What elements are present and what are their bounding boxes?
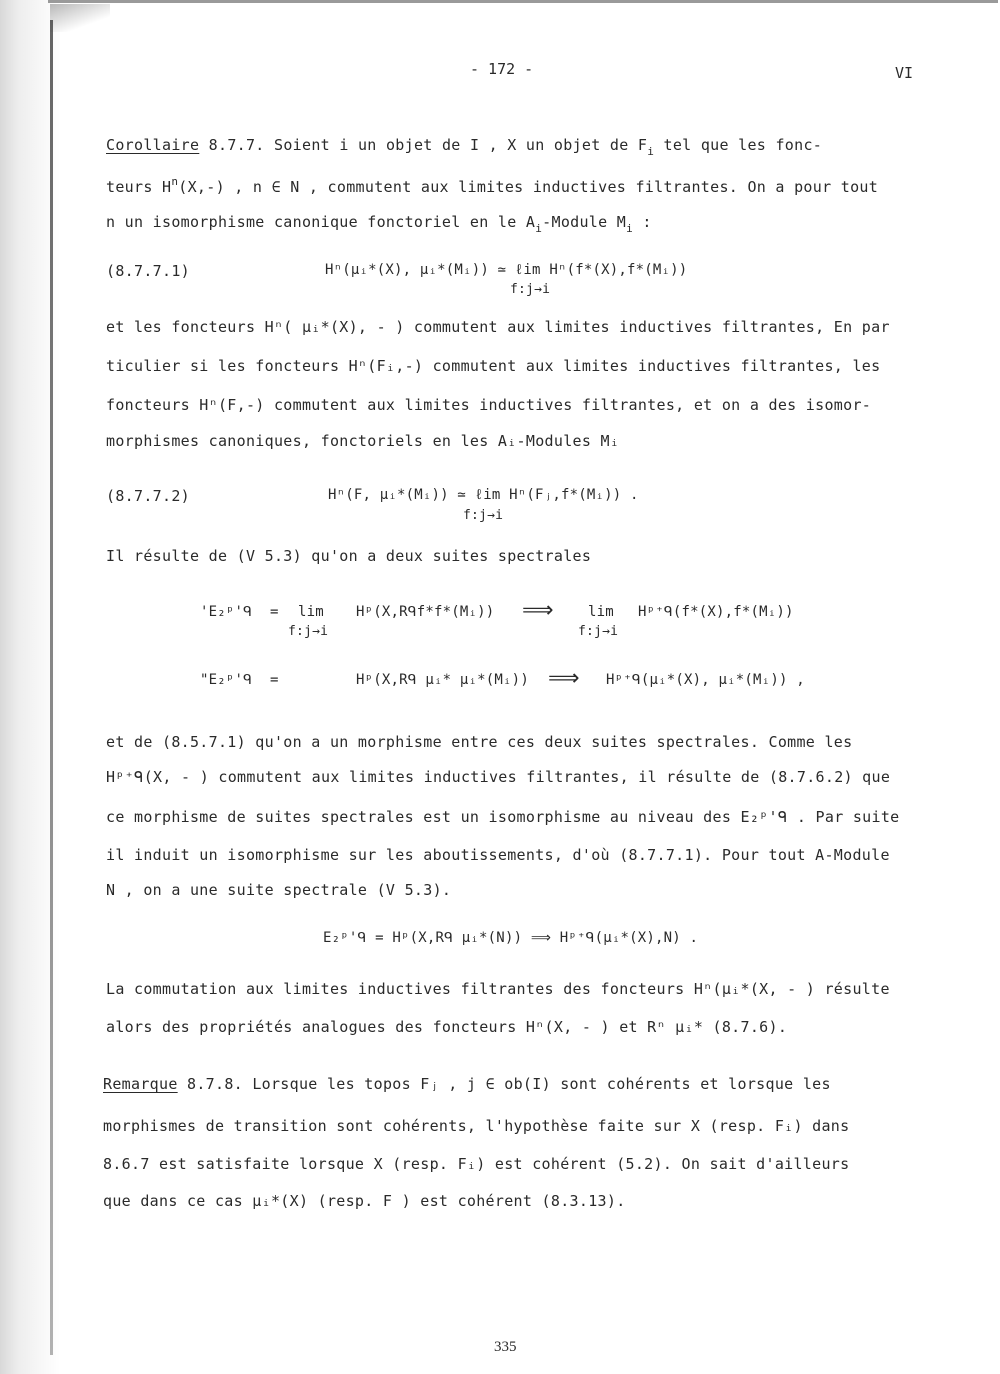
equation-label-1: (8.7.7.1) <box>106 262 190 280</box>
scan-top-border <box>48 0 998 3</box>
corollary-text-2: teurs H <box>106 178 172 196</box>
binding-margin-line <box>50 20 53 1355</box>
para2-line-1: et les foncteurs Hⁿ( μᵢ*(X), - ) commutent aux limites inductives filtrantes, En par <box>106 318 890 336</box>
equation-label-2: (8.7.7.2) <box>106 487 190 505</box>
corollary-text-1-end: tel que les fonc- <box>654 136 823 154</box>
spectral1-index2: f:j→i <box>578 624 619 639</box>
para4-line-3: ce morphisme de suites spectrales est un isomorphisme au niveau des E₂ᵖ'ᑫ . Par suite <box>106 808 900 826</box>
chapter-number: VI <box>895 64 914 82</box>
para4-line-1: et de (8.5.7.1) qu'on a un morphisme entre ces deux suites spectrales. Comme les <box>106 733 853 751</box>
para2-line-3: foncteurs Hⁿ(F,-) commutent aux limites inductives filtrantes, et on a des isomor- <box>106 396 872 414</box>
para3: Il résulte de (V 5.3) qu'on a deux suites spectrales <box>106 547 592 565</box>
remark-line-2: morphismes de transition sont cohérents, l'hypothèse faite sur X (resp. Fᵢ) dans <box>103 1117 850 1135</box>
scan-corner-fold <box>50 4 110 32</box>
corollary-line-3 <box>106 213 652 235</box>
corollary-text-3-end: : <box>633 213 652 231</box>
remark-label: Remarque <box>103 1075 178 1093</box>
remark-line-4: que dans ce cas μᵢ*(X) (resp. F ) est cohérent (8.3.13). <box>103 1192 626 1210</box>
equation-formula-2: Hⁿ(F, μᵢ*(Mᵢ)) ≃ ℓim Hⁿ(Fⱼ,f*(Mᵢ)) . <box>328 487 639 503</box>
remark-line-3: 8.6.7 est satisfaite lorsque X (resp. Fᵢ) est cohérent (5.2). On sait d'ailleurs <box>103 1155 850 1173</box>
corollary-sub-3: i <box>535 222 543 235</box>
equation-index-2: f:j→i <box>463 508 504 523</box>
spectral1-mid: Hᵖ(X,Rᑫf*f*(Mᵢ)) <box>356 604 495 620</box>
para2-line-2: ticulier si les foncteurs Hⁿ(Fᵢ,-) commutent aux limites inductives filtrantes, les <box>106 357 881 375</box>
para5-line-1: La commutation aux limites inductives filtrantes des foncteurs Hⁿ(μᵢ*(X, - ) résulte <box>106 980 890 998</box>
corollary-sup-2: n <box>171 175 179 188</box>
corollary-text-3-mid: -Module M <box>542 213 627 231</box>
spectral1-eq: = <box>270 604 279 620</box>
equation-index-1: f:j→i <box>510 282 551 297</box>
folio-number: 335 <box>494 1339 517 1355</box>
corollary-sub-1: i <box>647 145 655 158</box>
corollary-number: 8.7.7. <box>208 136 265 154</box>
spectral2-rhs: Hᵖ⁺ᑫ(μᵢ*(X), μᵢ*(Mᵢ)) , <box>606 672 805 688</box>
remark-line-1 <box>103 1075 831 1093</box>
spectral2-mid: Hᵖ(X,Rᑫ μᵢ* μᵢ*(Mᵢ)) <box>356 672 529 688</box>
para4-line-5: N , on a une suite spectrale (V 5.3). <box>106 881 452 899</box>
para2-line-4: morphismes canoniques, fonctoriels en les Aᵢ-Modules Mᵢ <box>106 432 620 450</box>
spectral2-lhs: "E₂ᵖ'ᑫ <box>200 672 253 688</box>
corollary-text-1: Soient i un objet de I , X un objet de F <box>274 136 648 154</box>
spectral2-arrow: ⟹ <box>548 666 580 691</box>
para4-line-2: Hᵖ⁺ᑫ(X, - ) commutent aux limites inductives filtrantes, il résulte de (8.7.6.2) que <box>106 768 891 786</box>
spectral1-lhs: 'E₂ᵖ'ᑫ <box>200 604 253 620</box>
spectral1-rhs: Hᵖ⁺ᑫ(f*(X),f*(Mᵢ)) <box>638 604 794 620</box>
spectral1-index: f:j→i <box>288 624 329 639</box>
para5-line-2: alors des propriétés analogues des foncteurs Hⁿ(X, - ) et Rⁿ μᵢ* (8.7.6). <box>106 1018 788 1036</box>
corollary-label: Corollaire <box>106 136 200 154</box>
corollary-sub-3b: i <box>626 222 634 235</box>
spectral1-lim2: lim <box>588 604 614 620</box>
corollary-line-2 <box>106 175 878 196</box>
spectral1-arrow: ⟹ <box>522 598 554 623</box>
page-number: - 172 - <box>470 60 534 78</box>
spectral2-eq: = <box>270 672 279 688</box>
corollary-line-1 <box>106 136 822 158</box>
remark-text-1: 8.7.8. Lorsque les topos Fⱼ , j ∈ ob(I) sont cohérents et lorsque les <box>187 1075 831 1093</box>
equation-formula-1: Hⁿ(μᵢ*(X), μᵢ*(Mᵢ)) ≃ ℓim Hⁿ(f*(X),f*(Mᵢ)) <box>325 262 688 278</box>
para4-line-4: il induit un isomorphisme sur les aboutissements, d'où (8.7.7.1). Pour tout A-Module <box>106 846 890 864</box>
spectral3-formula: E₂ᵖ'ᑫ = Hᵖ(X,Rᑫ μᵢ*(N)) ⟹ Hᵖ⁺ᑫ(μᵢ*(X),N) . <box>323 930 699 946</box>
corollary-text-2-rest: (X,-) , n ∈ N , commutent aux limites inductives filtrantes. On a pour tout <box>178 178 879 196</box>
spectral1-lim: lim <box>298 604 324 620</box>
corollary-text-3: n un isomorphisme canonique fonctoriel en le A <box>106 213 536 231</box>
